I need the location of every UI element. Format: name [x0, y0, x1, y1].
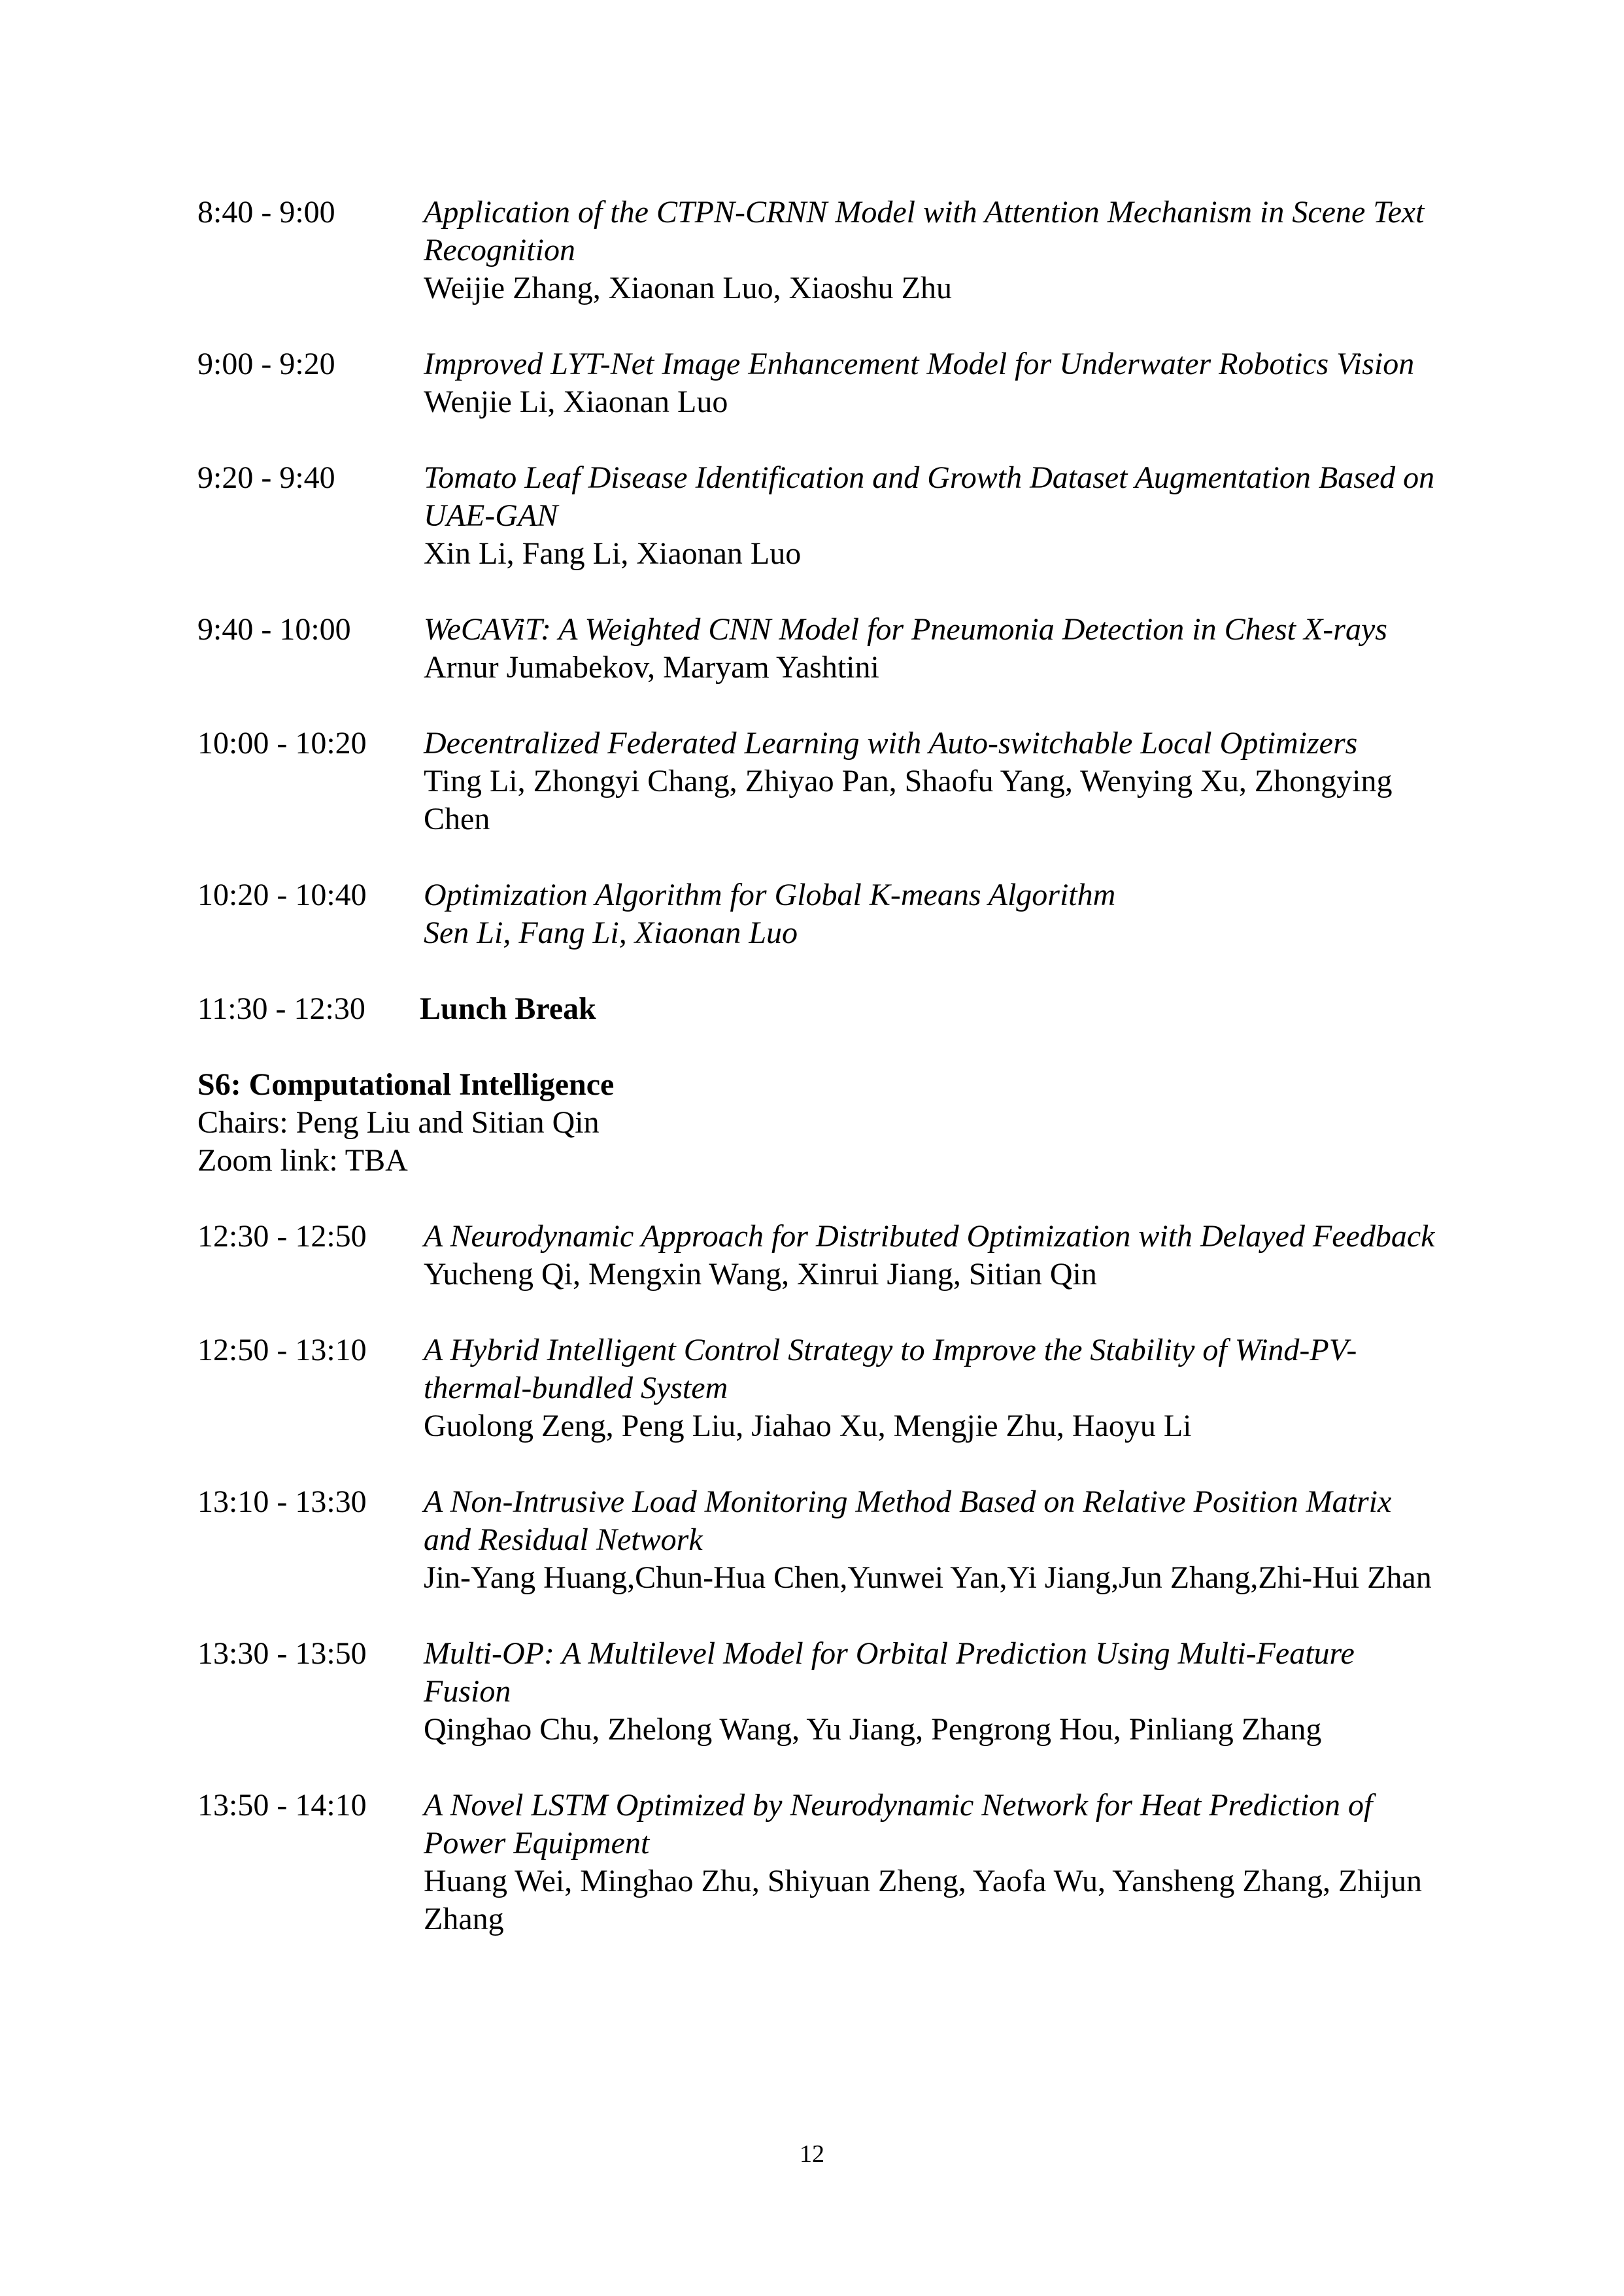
entry-time: 10:20 - 10:40 — [197, 878, 367, 912]
paper-authors: Xin Li, Fang Li, Xiaonan Luo — [424, 536, 802, 571]
lunch-break — [197, 990, 1440, 1028]
lunch-label: Lunch Break — [420, 991, 596, 1026]
session-title: S6: Computational Intelligence — [197, 1067, 615, 1102]
lunch-time: 11:30 - 12:30 — [197, 991, 365, 1026]
schedule-entry-11 — [197, 1787, 1440, 1938]
paper-title: A Neurodynamic Approach for Distributed Optimization with Delayed Feedback — [424, 1219, 1435, 1254]
schedule-entry-9 — [197, 1483, 1440, 1597]
schedule-entry-3 — [197, 459, 1440, 573]
paper-authors: Ting Li, Zhongyi Chang, Zhiyao Pan, Shaofu Yang, Wenying Xu, Zhongying Chen — [424, 764, 1393, 836]
paper-title: Optimization Algorithm for Global K-means Algorithm — [424, 878, 1116, 912]
schedule-entry-2 — [197, 345, 1440, 421]
paper-authors: Yucheng Qi, Mengxin Wang, Xinrui Jiang, Sitian Qin — [424, 1257, 1097, 1292]
paper-title: A Novel LSTM Optimized by Neurodynamic Network for Heat Prediction of Power Equipment — [424, 1788, 1373, 1860]
program-page — [197, 194, 1440, 1976]
paper-title: WeCAViT: A Weighted CNN Model for Pneumonia Detection in Chest X-rays — [424, 612, 1387, 647]
schedule-entry-5 — [197, 725, 1440, 838]
entry-time: 12:30 - 12:50 — [197, 1219, 367, 1254]
entry-time: 12:50 - 13:10 — [197, 1333, 367, 1367]
paper-title: Improved LYT-Net Image Enhancement Model for Underwater Robotics Vision — [424, 347, 1415, 381]
paper-title: Multi-OP: A Multilevel Model for Orbital Prediction Using Multi-Feature Fusion — [424, 1636, 1355, 1709]
schedule-entry-1 — [197, 194, 1440, 307]
entry-time: 13:10 - 13:30 — [197, 1484, 367, 1519]
page-number: 12 — [800, 2140, 824, 2168]
paper-title: A Hybrid Intelligent Control Strategy to Improve the Stability of Wind-PV-thermal-bundled System — [424, 1333, 1357, 1405]
paper-title: A Non-Intrusive Load Monitoring Method Based on Relative Position Matrix and Residual Network — [424, 1484, 1392, 1557]
paper-title: Decentralized Federated Learning with Auto-switchable Local Optimizers — [424, 726, 1358, 761]
session-zoom-link: Zoom link: TBA — [197, 1143, 408, 1178]
session-header — [197, 1066, 1440, 1180]
schedule-entry-4 — [197, 611, 1440, 687]
paper-authors: Weijie Zhang, Xiaonan Luo, Xiaoshu Zhu — [424, 271, 952, 305]
entry-time: 10:00 - 10:20 — [197, 726, 367, 761]
paper-title: Application of the CTPN-CRNN Model with Attention Mechanism in Scene Text Recognition — [424, 195, 1425, 267]
entry-time: 9:40 - 10:00 — [197, 612, 351, 647]
entry-time: 13:50 - 14:10 — [197, 1788, 367, 1823]
schedule-entry-8 — [197, 1331, 1440, 1445]
session-chairs: Chairs: Peng Liu and Sitian Qin — [197, 1105, 600, 1140]
entry-time: 8:40 - 9:00 — [197, 195, 335, 230]
schedule-entry-10 — [197, 1635, 1440, 1749]
paper-authors: Jin-Yang Huang,Chun-Hua Chen,Yunwei Yan,Yi Jiang,Jun Zhang,Zhi-Hui Zhan — [424, 1560, 1432, 1595]
paper-authors: Arnur Jumabekov, Maryam Yashtini — [424, 650, 879, 685]
entry-time: 9:20 - 9:40 — [197, 460, 335, 495]
paper-authors: Qinghao Chu, Zhelong Wang, Yu Jiang, Pengrong Hou, Pinliang Zhang — [424, 1712, 1322, 1747]
schedule-entry-7 — [197, 1218, 1440, 1294]
paper-title: Tomato Leaf Disease Identification and Growth Dataset Augmentation Based on UAE-GAN — [424, 460, 1435, 533]
paper-authors: Wenjie Li, Xiaonan Luo — [424, 385, 728, 419]
paper-authors: Sen Li, Fang Li, Xiaonan Luo — [424, 916, 798, 950]
schedule-entry-6 — [197, 876, 1440, 952]
paper-authors: Huang Wei, Minghao Zhu, Shiyuan Zheng, Yaofa Wu, Yansheng Zhang, Zhijun Zhang — [424, 1864, 1422, 1936]
entry-time: 9:00 - 9:20 — [197, 347, 335, 381]
paper-authors: Guolong Zeng, Peng Liu, Jiahao Xu, Mengjie Zhu, Haoyu Li — [424, 1409, 1192, 1443]
entry-time: 13:30 - 13:50 — [197, 1636, 367, 1671]
